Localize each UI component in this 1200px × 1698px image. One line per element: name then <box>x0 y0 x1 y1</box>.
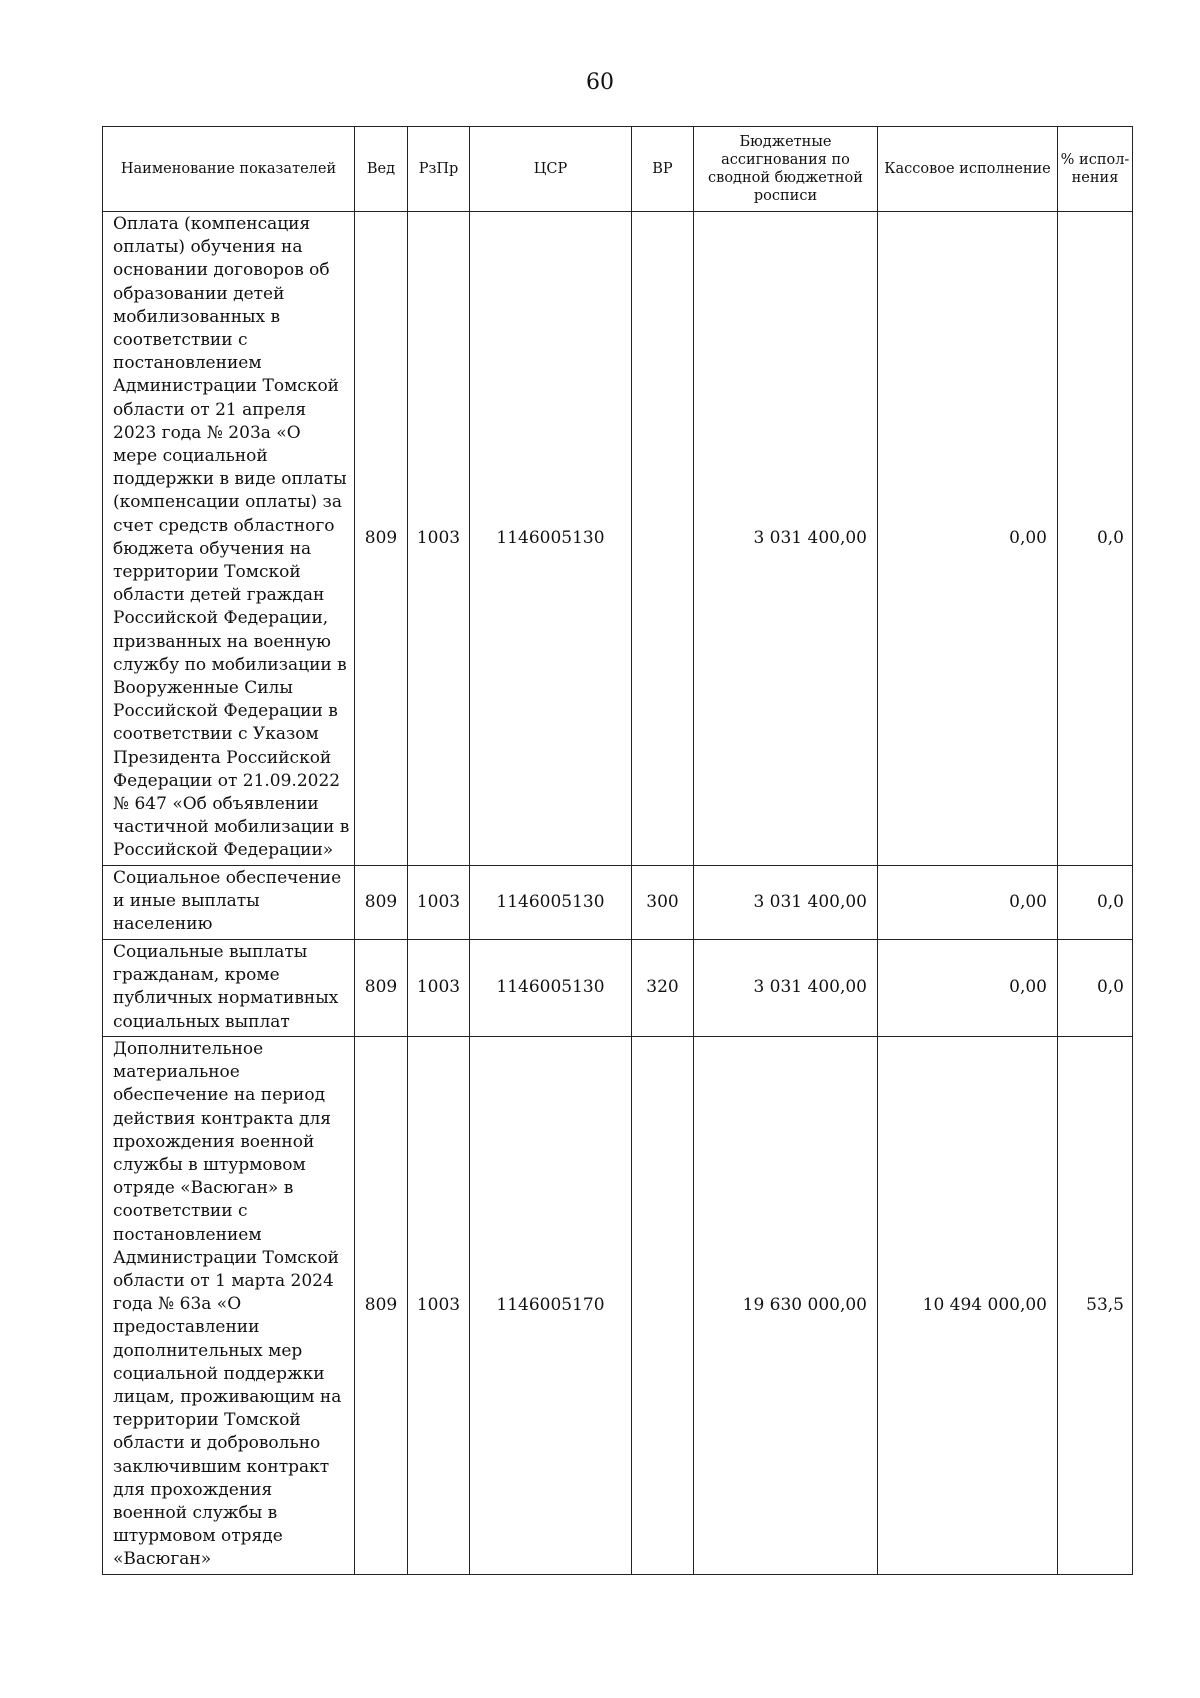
table-row <box>103 1037 1133 1575</box>
header-pct: % испол-нения <box>1058 127 1133 212</box>
row-vr <box>632 1037 694 1575</box>
header-cash: Кассовое исполнение <box>878 127 1058 212</box>
row-cash: 0,00 <box>878 866 1058 940</box>
row-name-text: Дополнительное материальное обеспечение на период действия контракта для прохождения военной службы в штурмовом отряде «Васюган» в соответствии с постановлением Администрации Томской области от 1 марта 2024 года № 63а «О предоставлении дополнительных мер социальной поддержки лицам, проживающим на территории Томской области и добровольно заключившим контракт для прохождения военной службы в штурмовом отряде «Васюган» <box>113 1039 342 1570</box>
table-row <box>103 866 1133 940</box>
row-csr: 1146005130 <box>470 866 632 940</box>
header-csr: ЦСР <box>470 127 632 212</box>
row-csr: 1146005130 <box>470 940 632 1037</box>
row-ved: 809 <box>355 940 408 1037</box>
header-vr: ВР <box>632 127 694 212</box>
page-number: 60 <box>586 70 614 95</box>
row-budget: 3 031 400,00 <box>694 940 878 1037</box>
row-csr: 1146005170 <box>470 1037 632 1575</box>
row-pct: 0,0 <box>1058 866 1133 940</box>
row-name <box>103 940 355 1037</box>
row-vr: 300 <box>632 866 694 940</box>
row-cash: 0,00 <box>878 940 1058 1037</box>
row-pct: 0,0 <box>1058 940 1133 1037</box>
table-row <box>103 212 1133 866</box>
row-csr: 1146005130 <box>470 212 632 866</box>
row-budget: 3 031 400,00 <box>694 212 878 866</box>
row-name <box>103 212 355 866</box>
header-row <box>103 127 1133 212</box>
row-name-text: Социальное обеспечение и иные выплаты населению <box>113 868 342 935</box>
row-cash: 10 494 000,00 <box>878 1037 1058 1575</box>
header-name: Наименование показателей <box>103 127 355 212</box>
row-ved: 809 <box>355 212 408 866</box>
row-pct: 0,0 <box>1058 212 1133 866</box>
header-ved: Вед <box>355 127 408 212</box>
row-vr: 320 <box>632 940 694 1037</box>
row-budget: 3 031 400,00 <box>694 866 878 940</box>
table-row <box>103 940 1133 1037</box>
row-rzpr: 1003 <box>408 212 470 866</box>
row-vr <box>632 212 694 866</box>
row-rzpr: 1003 <box>408 940 470 1037</box>
row-budget: 19 630 000,00 <box>694 1037 878 1575</box>
row-name <box>103 1037 355 1575</box>
row-rzpr: 1003 <box>408 1037 470 1575</box>
row-ved: 809 <box>355 866 408 940</box>
row-name-text: Оплата (компенсация оплаты) обучения на основании договоров об образовании детей мобилизованных в соответствии с постановлением Администрации Томской области от 21 апреля 2023 года № 203а «О мере социальной поддержки в виде оплаты (компенсации оплаты) за счет средств областного бюджета обучения на территории Томской области детей граждан Российской Федерации, призванных на военную службу по мобилизации в Вооруженные Силы Российской Федерации в соответствии с Указом Президента Российской Федерации от 21.09.2022 № 647 «Об объявлении частичной мобилизации в Российской Федерации» <box>113 214 350 861</box>
budget-execution-table <box>102 126 1133 1575</box>
row-name <box>103 866 355 940</box>
header-rzpr: РзПр <box>408 127 470 212</box>
row-ved: 809 <box>355 1037 408 1575</box>
header-budget: Бюджетные ассигнования по сводной бюджетной росписи <box>694 127 878 212</box>
row-cash: 0,00 <box>878 212 1058 866</box>
row-pct: 53,5 <box>1058 1037 1133 1575</box>
row-rzpr: 1003 <box>408 866 470 940</box>
row-name-text: Социальные выплаты гражданам, кроме публичных нормативных социальных выплат <box>113 942 339 1032</box>
